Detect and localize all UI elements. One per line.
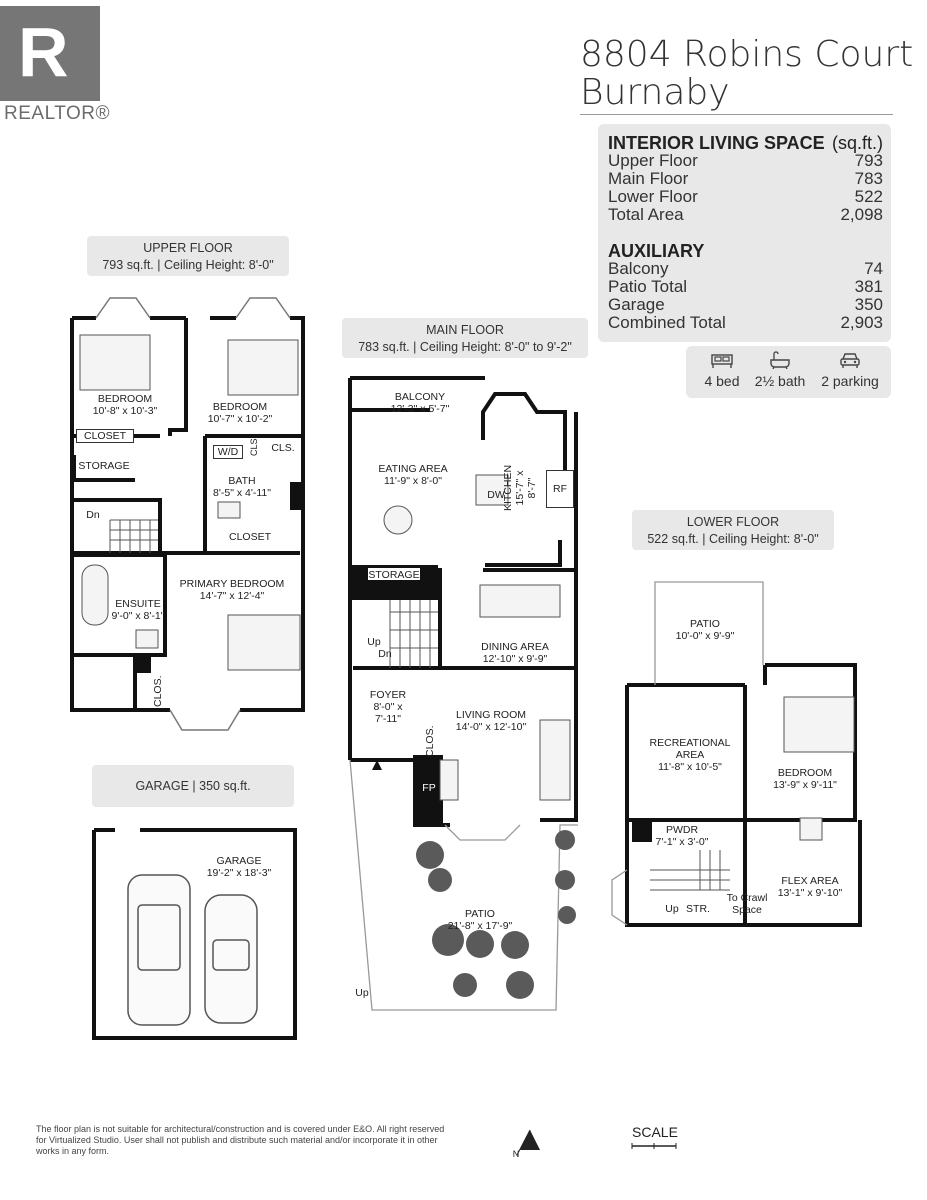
summary-row: Main Floor 783 [608, 169, 883, 188]
room-patio-main: PATIO 21'-8" x 17'-9" [447, 908, 513, 932]
room-storage-upper: STORAGE [78, 460, 130, 472]
summary-row: Total Area 2,098 [608, 205, 883, 224]
room-washer-dryer: W/D [213, 445, 243, 459]
room-garage: GARAGE 19'-2" x 18'-3" [206, 855, 272, 879]
fireplace-label: FP [422, 782, 436, 794]
room-bath: BATH 8'-5" x 4'-11" [213, 475, 271, 499]
room-closet-small-2: CLS. [271, 442, 295, 454]
summary-row: Combined Total 2,903 [608, 313, 883, 332]
main-floor-info: 783 sq.ft. | Ceiling Height: 8'-0" to 9'-2" [358, 340, 572, 354]
room-kitchen: KITCHEN 15'-7" x 8'-7" [502, 464, 538, 512]
lower-stair-up-label: Up [665, 903, 679, 915]
room-dining-area: DINING AREA 12'-10" x 9'-9" [481, 641, 549, 665]
patio-up-label: Up [355, 987, 369, 999]
upper-column [290, 482, 302, 510]
realtor-logo-letter: R [18, 13, 69, 91]
unit-label: (sq.ft.) [831, 133, 883, 153]
appliance-dishwasher: DW [487, 489, 505, 501]
room-closet-ensuite: CLOS. [152, 675, 164, 707]
lower-storage-label: STR. [686, 903, 710, 915]
appliance-fridge: RF [546, 470, 574, 508]
room-closet-foyer: CLOS. [424, 725, 436, 757]
room-bedroom-upper-2: BEDROOM 10'-7" x 10'-2" [207, 401, 273, 425]
room-living-room: LIVING ROOM 14'-0" x 12'-10" [455, 709, 527, 733]
scale-bar [632, 1143, 676, 1149]
stair-up-label: Up [367, 636, 381, 648]
auxiliary-header: AUXILIARY [608, 241, 705, 261]
main-stair [390, 600, 438, 668]
room-closet-upper-2: CLOSET [228, 531, 271, 543]
address-line2: Burnaby [580, 72, 730, 113]
main-floor-title: MAIN FLOOR [426, 323, 504, 337]
crawl-space-label: To Crawl Space [726, 892, 768, 916]
garage-title: GARAGE | 350 sq.ft. [135, 779, 251, 793]
north-label: N [512, 1149, 520, 1159]
room-bedroom-upper-1: BEDROOM 10'-8" x 10'-3" [92, 393, 158, 417]
lower-column [632, 820, 652, 842]
room-closet-upper-1: CLOSET [76, 429, 134, 443]
room-recreational-area: RECREATIONAL AREA 11'-8" x 10'-5" [649, 737, 731, 773]
lower-stair [650, 850, 730, 890]
room-primary-bedroom: PRIMARY BEDROOM 14'-7" x 12'-4" [179, 578, 285, 602]
north-arrow-icon [520, 1130, 540, 1150]
stair-down-label-main: Dn [378, 648, 392, 660]
summary-row: Patio Total 381 [608, 277, 883, 296]
interior-title: INTERIOR LIVING SPACE [608, 133, 825, 153]
lower-floor-info: 522 sq.ft. | Ceiling Height: 8'-0" [647, 532, 819, 546]
room-closet-small-1: CLS. [249, 436, 259, 457]
upper-stair [110, 520, 158, 553]
room-foyer: FOYER 8'-0" x 7'-11" [369, 689, 407, 725]
summary-row: Upper Floor 793 [608, 151, 883, 170]
summary-row: Lower Floor 522 [608, 187, 883, 206]
room-eating-area: EATING AREA 11'-9" x 8'-0" [378, 463, 448, 487]
stair-down-label: Dn [86, 509, 100, 521]
room-ensuite: ENSUITE 9'-0" x 8'-1" [111, 598, 165, 622]
scale-label: SCALE [632, 1124, 678, 1140]
room-flex-area: FLEX AREA 13'-1" x 9'-10" [777, 875, 843, 899]
room-bedroom-lower: BEDROOM 13'-9" x 9'-11" [773, 767, 837, 791]
lower-floor-title: LOWER FLOOR [686, 515, 780, 529]
disclaimer: The floor plan is not suitable for architectural/construction and is covered under E&O. All right reserved for Virtualized Studio. User shall not publish and distribute such material and/or incorporate it in other works in any form. [36, 1124, 445, 1156]
summary-row: Garage 350 [608, 295, 883, 314]
room-balcony: BALCONY 12'-3" x 5'-7" [390, 391, 450, 415]
amenity-label: 4 bed [704, 373, 740, 389]
upper-floor-title: UPPER FLOOR [143, 241, 233, 255]
room-powder: PWDR 7'-1" x 3'-0" [655, 824, 709, 848]
garage-cars [128, 875, 257, 1025]
amenity-label: 2 parking [821, 373, 879, 389]
address-line1: 8804 Robins Court [580, 34, 914, 75]
realtor-logo-text: REALTOR® [4, 103, 110, 124]
main-furniture [384, 475, 570, 800]
summary-row: Balcony 74 [608, 259, 883, 278]
room-patio-lower: PATIO 10'-0" x 9'-9" [675, 618, 735, 642]
upper-floor-info: 793 sq.ft. | Ceiling Height: 8'-0" [102, 258, 274, 272]
upper-column [135, 655, 151, 673]
room-storage-main: STORAGE [368, 569, 420, 581]
amenity-label: 2½ bath [754, 373, 806, 389]
